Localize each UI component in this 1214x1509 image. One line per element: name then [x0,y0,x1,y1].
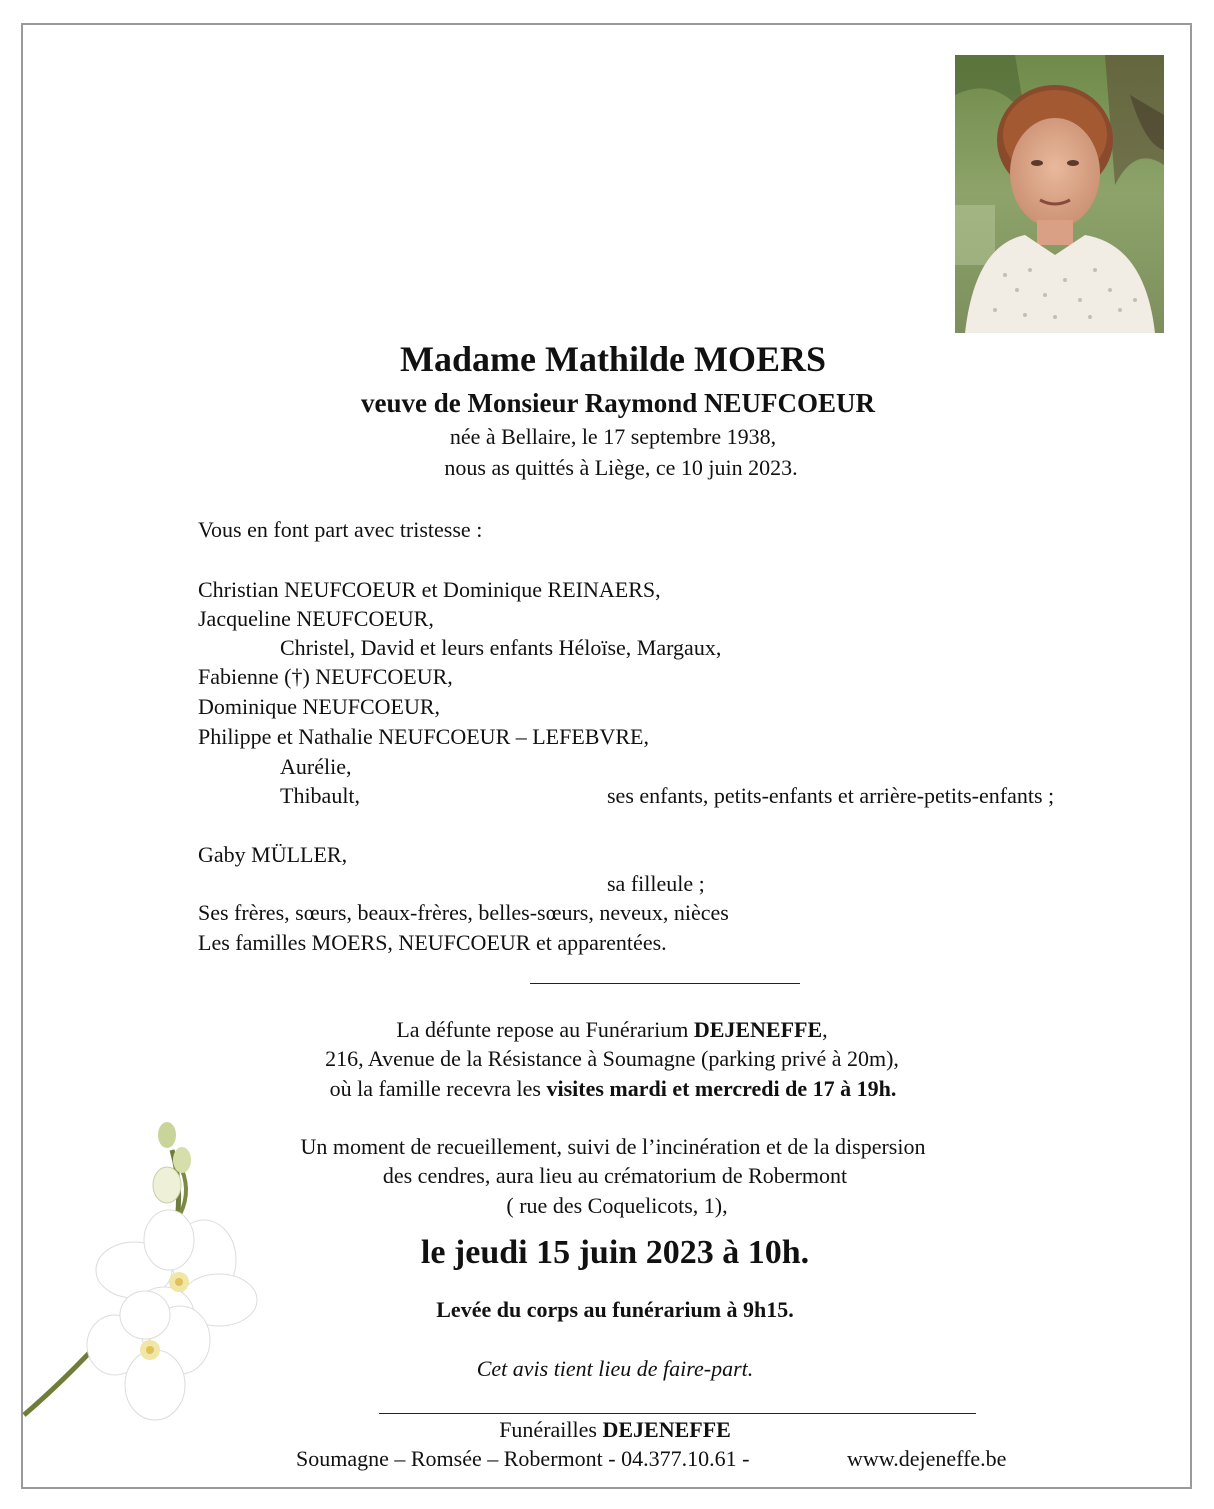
footer-company: Funérailles DEJENEFFE [499,1417,731,1442]
others-line: Les familles MOERS, NEUFCOEUR et apparentées. [198,930,667,955]
family-line: Christian NEUFCOEUR et Dominique REINAERS, [198,577,661,602]
ceremony-line-2: des cendres, aura lieu au crématorium de Robermont [382,1163,848,1188]
spouse-line: veuve de Monsieur Raymond NEUFCOEUR [360,388,875,418]
portrait-photo [955,55,1164,333]
separator-line [530,983,800,984]
repose-line-3: où la famille recevra les visites mardi et mercredi de 17 à 19h. [329,1076,897,1101]
goddaughter-relation: sa filleule ; [607,871,705,896]
family-line: Philippe et Nathalie NEUFCOEUR – LEFEBVRE, [198,724,649,749]
ceremony-date: le jeudi 15 juin 2023 à 10h. [420,1234,810,1271]
notice-line: Cet avis tient lieu de faire-part. [476,1356,754,1381]
footer-separator [379,1413,976,1414]
ceremony-line-1: Un moment de recueillement, suivi de l’incinération et de la dispersion [300,1134,926,1159]
deceased-name: Madame Mathilde MOERS [400,339,826,379]
footer-locations: Soumagne – Romsée – Robermont - 04.377.10.61 - [296,1446,750,1471]
ceremony-line-3: ( rue des Coquelicots, 1), [506,1193,728,1218]
family-line: Jacqueline NEUFCOEUR, [198,606,434,631]
family-line: Thibault, [280,783,361,808]
family-line: Aurélie, [280,754,352,779]
family-relation: ses enfants, petits-enfants et arrière-petits-enfants ; [607,783,1055,808]
family-line: Christel, David et leurs enfants Héloïse, Margaux, [280,635,722,660]
repose-line-1: La défunte repose au Funérarium DEJENEFFE, [396,1017,828,1042]
repose-line-2: 216, Avenue de la Résistance à Soumagne (parking privé à 20m), [325,1046,899,1071]
others-line: Ses frères, sœurs, beaux-frères, belles-sœurs, neveux, nièces [198,900,729,925]
footer-website: www.dejeneffe.be [847,1446,1007,1471]
birth-line: née à Bellaire, le 17 septembre 1938, [449,424,777,449]
intro-line: Vous en font part avec tristesse : [198,517,483,542]
family-line: Dominique NEUFCOEUR, [198,694,440,719]
levee-line: Levée du corps au funérarium à 9h15. [436,1297,794,1322]
orchid-illustration [22,1115,282,1435]
family-line: Fabienne (†) NEUFCOEUR, [198,664,453,689]
death-line: nous as quittés à Liège, ce 10 juin 2023. [444,455,798,480]
goddaughter-name: Gaby MÜLLER, [198,842,348,867]
